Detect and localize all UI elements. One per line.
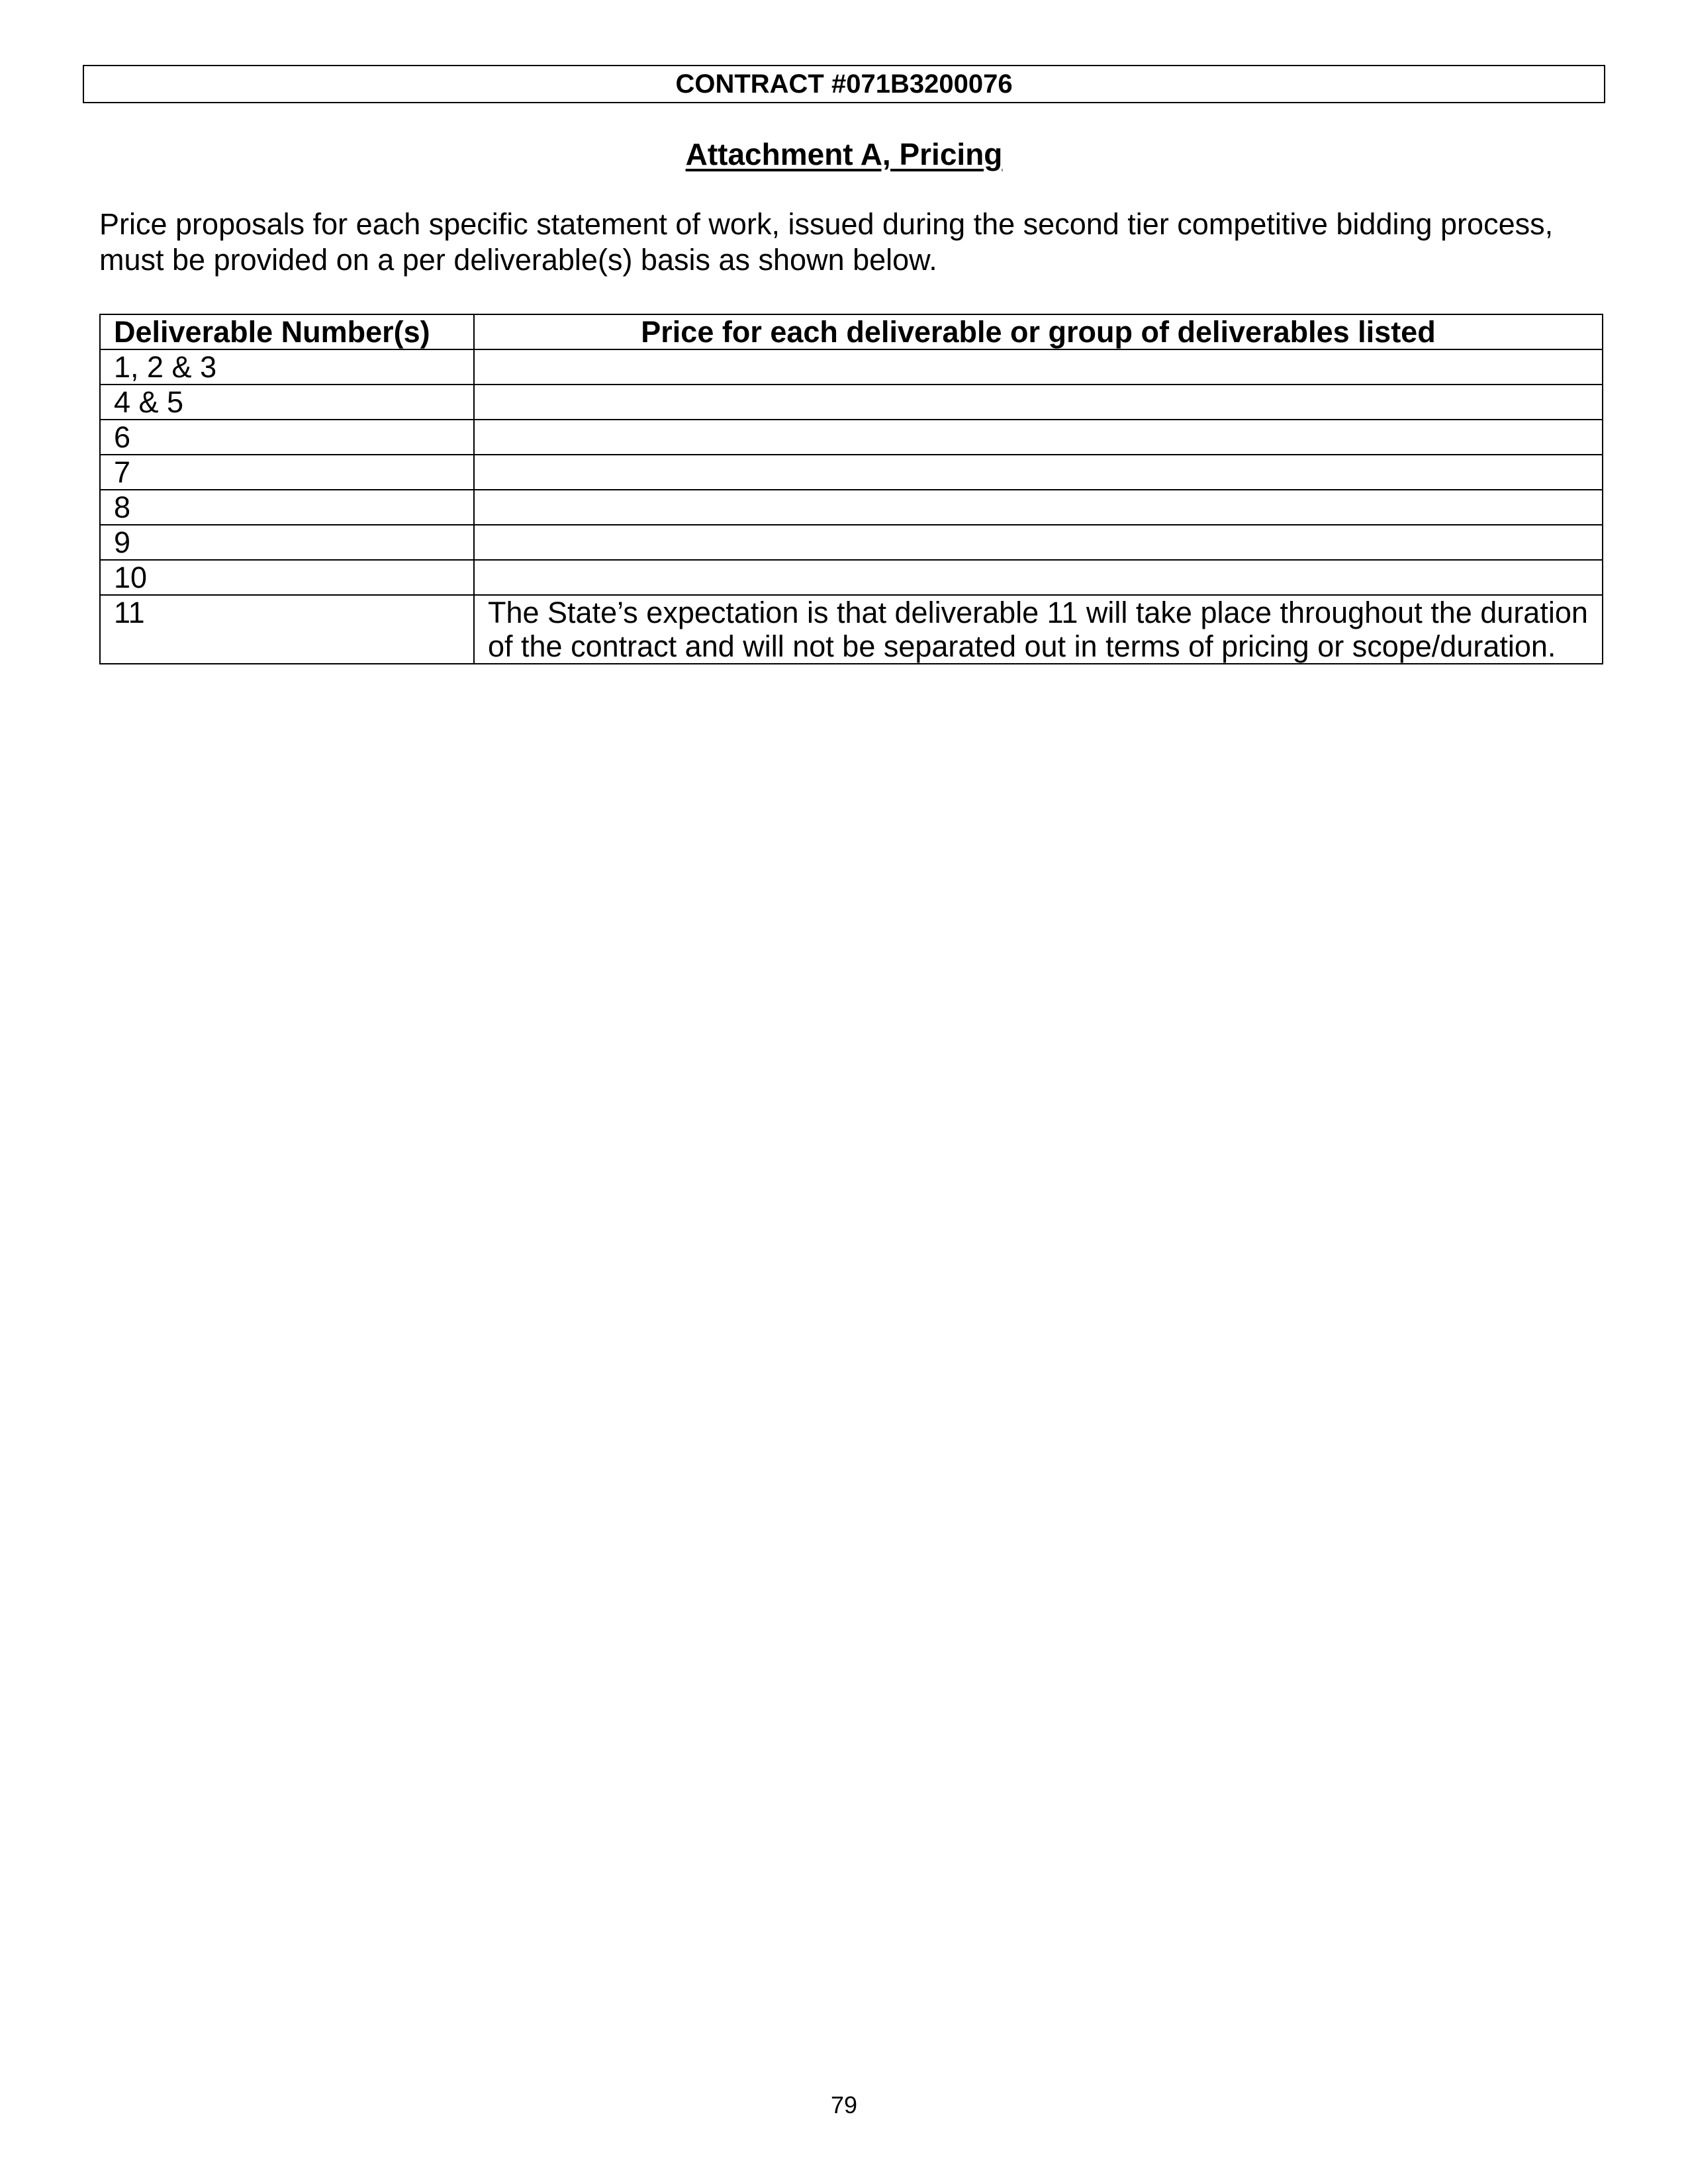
contract-header [83,65,1605,103]
column-header-price: Price for each deliverable or group of deliverables listed [474,314,1603,349]
price-cell [474,349,1603,385]
table-row [100,595,1603,664]
deliverable-cell: 6 [100,420,474,455]
table-row [100,455,1603,490]
price-cell [474,560,1603,595]
page-title: Attachment A, Pricing [685,137,1003,171]
deliverable-cell: 7 [100,455,474,490]
price-cell: The State’s expectation is that deliverable 11 will take place throughout the duration of the contract and will not be separated out in terms of pricing or scope/duration. [474,595,1603,664]
page-number: 79 [830,2091,858,2118]
price-cell [474,455,1603,490]
table-row [100,385,1603,420]
deliverable-cell: 11 [100,595,474,664]
price-cell [474,490,1603,525]
table-header-row [100,314,1603,349]
pricing-table [99,314,1603,664]
table-row [100,525,1603,560]
deliverable-cell: 9 [100,525,474,560]
table-row [100,420,1603,455]
table-row [100,560,1603,595]
deliverable-cell: 4 & 5 [100,385,474,420]
table-row [100,490,1603,525]
price-cell [474,525,1603,560]
deliverable-cell: 10 [100,560,474,595]
column-header-deliverable: Deliverable Number(s) [100,314,474,349]
deliverable-cell: 8 [100,490,474,525]
deliverable-cell: 1, 2 & 3 [100,349,474,385]
intro-paragraph: Price proposals for each specific statement of work, issued during the second tier competitive bidding process, must be provided on a per deliverable(s) basis as shown below. [99,207,1554,277]
contract-number: CONTRACT #071B3200076 [675,69,1013,99]
price-cell [474,420,1603,455]
price-cell [474,385,1603,420]
table-row [100,349,1603,385]
